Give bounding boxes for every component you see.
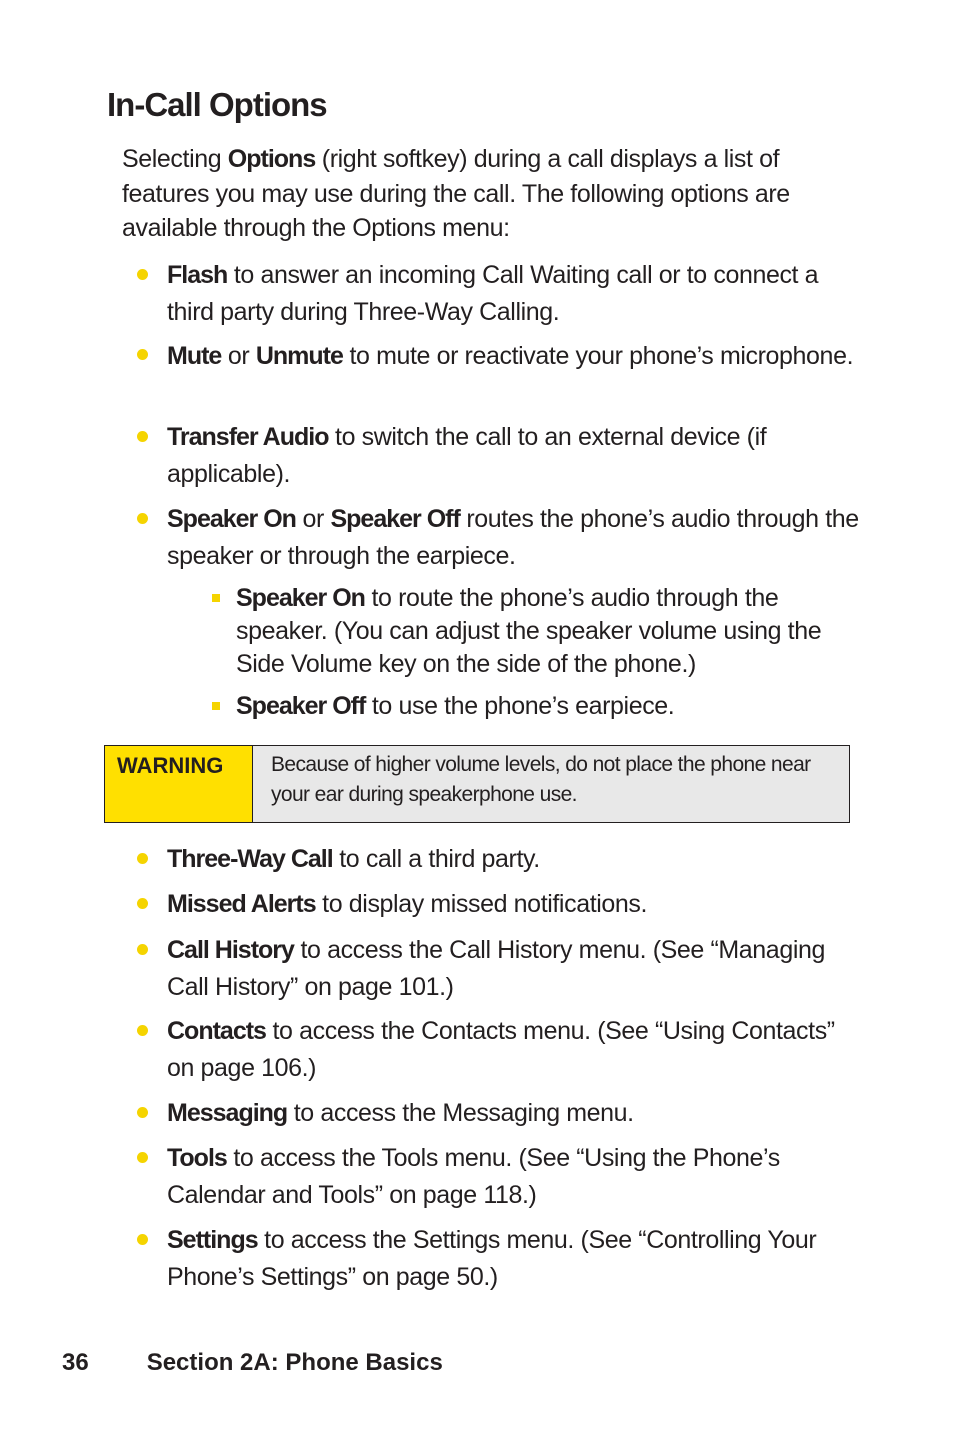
option-connector: or [295, 505, 331, 533]
square-bullet-icon [212, 702, 220, 710]
bullet-icon [137, 1025, 148, 1036]
option-term: Call History [167, 936, 294, 964]
option-description: to access the Messaging menu. [287, 1099, 634, 1127]
option-description: to access the Settings menu. (See “Controlling Your Phone’s Settings” on page 50.) [167, 1226, 817, 1291]
bullet-icon [137, 1234, 148, 1245]
bullet-icon [137, 269, 148, 280]
option-description: to access the Tools menu. (See “Using the Phone’s Calendar and Tools” on page 118.) [167, 1144, 780, 1209]
bullet-icon [137, 513, 148, 524]
option-description: to use the phone’s earpiece. [365, 692, 675, 720]
warning-box [104, 745, 850, 823]
square-bullet-icon [212, 594, 220, 602]
option-term: Speaker On [167, 505, 296, 533]
list-item-tools [167, 1140, 867, 1213]
option-term-alt: Speaker Off [330, 505, 460, 533]
option-term: Speaker On [236, 584, 365, 612]
bullet-icon [137, 349, 148, 360]
warning-label: WARNING [105, 746, 253, 822]
list-item-mute [167, 338, 867, 375]
option-term: Missed Alerts [167, 890, 316, 918]
list-item-flash [167, 257, 867, 330]
intro-paragraph [122, 142, 862, 246]
option-term: Flash [167, 261, 228, 289]
option-term: Messaging [167, 1099, 288, 1127]
list-item-transfer-audio [167, 419, 867, 492]
intro-text-end: (right softkey) during a call displays a list of features you may use during the call. The following options are available through the Options menu: [122, 145, 790, 242]
list-item-speaker [167, 501, 867, 574]
bullet-icon [137, 898, 148, 909]
list-item-contacts [167, 1013, 867, 1086]
intro-options-term: Options [227, 145, 316, 173]
option-description: routes the phone’s audio through the speaker or through the earpiece. [167, 505, 859, 570]
option-term: Settings [167, 1226, 258, 1254]
option-term: Transfer Audio [167, 423, 329, 451]
page-number: 36 [62, 1349, 89, 1376]
option-term: Mute [167, 342, 222, 370]
sub-item-speaker-on [236, 582, 846, 681]
list-item-three-way-call [167, 841, 867, 878]
sub-item-speaker-off [236, 690, 846, 723]
option-term-alt: Unmute [255, 342, 343, 370]
list-item-call-history [167, 932, 867, 1005]
bullet-icon [137, 1107, 148, 1118]
warning-text: Because of higher volume levels, do not place the phone near your ear during speakerphone use. [271, 753, 811, 806]
section-title: Section 2A: Phone Basics [146, 1349, 443, 1376]
option-description: to access the Call History menu. (See “Managing Call History” on page 101.) [167, 936, 825, 1001]
list-item-messaging [167, 1095, 867, 1132]
option-description: to call a third party. [332, 845, 540, 873]
list-item-settings [167, 1222, 867, 1295]
option-term: Three-Way Call [167, 845, 333, 873]
option-connector: or [221, 342, 256, 370]
page-footer [62, 1349, 443, 1377]
option-description: to access the Contacts menu. (See “Using Contacts” on page 106.) [167, 1017, 835, 1082]
option-description: to route the phone’s audio through the speaker. (You can adjust the speaker volume using the Side Volume key on the side of the phone.) [236, 584, 822, 678]
intro-text-start: Selecting [122, 145, 228, 173]
option-description: to display missed notifications. [315, 890, 648, 918]
option-description: to mute or reactivate your phone’s microphone. [342, 342, 854, 370]
option-description: to switch the call to an external device (if applicable). [167, 423, 767, 488]
bullet-icon [137, 853, 148, 864]
bullet-icon [137, 1152, 148, 1163]
option-description: to answer an incoming Call Waiting call or to connect a third party during Three-Way Calling. [167, 261, 819, 326]
page-title: In-Call Options [107, 86, 327, 123]
list-item-missed-alerts [167, 886, 867, 923]
bullet-icon [137, 431, 148, 442]
option-term: Tools [167, 1144, 227, 1172]
option-term: Contacts [167, 1017, 266, 1045]
bullet-icon [137, 944, 148, 955]
option-term: Speaker Off [236, 692, 366, 720]
